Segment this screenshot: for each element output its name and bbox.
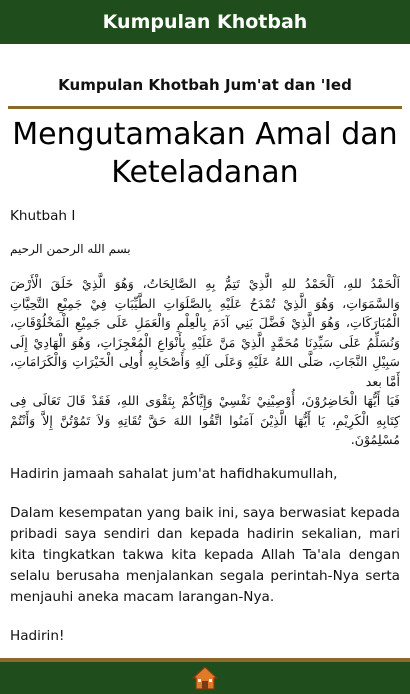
page-subtitle: Kumpulan Khotbah Jum'at dan 'Ied: [58, 76, 352, 94]
section-label: Khutbah I: [10, 208, 76, 224]
paragraph: Dalam kesempatan yang baik ini, saya berwasiat kepada pribadi saya sendiri dan kepada hadirin sekalian, mari kita tingkatkan takwa kita kepada Allah Ta'ala dengan selalu berusaha menjalankan segala perintah-Nya serta menjauhi aneka macam larangan-Nya.: [10, 504, 400, 605]
paragraph: Hadirin!: [10, 627, 65, 644]
article-body[interactable]: [10, 206, 400, 658]
bismillah-text: بسم الله الرحمن الرحيم: [10, 242, 131, 256]
paragraph: Hadirin jamaah sahalat jum'at hafidhakumullah,: [10, 465, 338, 482]
home-button[interactable]: [189, 662, 221, 694]
article-title: Mengutamakan Amal dan Keteladanan: [12, 117, 398, 190]
arabic-text: اَلْحَمْدُ للهِ، اَلْحَمْدُ للهِ الَّذِيْ تَتِمُّ بِهِ الصَّالِحَاتُ، وَهُوَ الَّذِيْ خَلَقَ الْأَرْضَ وَالسَّمَوَاتِ، وَهُوَ الَّذِيْ تُمْدَحُ عَلَيْهِ بِالصَّلَوَاتِ الطَّيِّبَاتِ فِيْ جَمِيْعِ التَّحِيَّاتِ الْمُبَارَكَاتِ، وَهُوَ الَّذِيْ فَضَّلَ بَنِي آدَمَ بِالْعِلْمِ وَالْعَمَلِ عَلَى جَمِيْعِ الْمَخْلُوْقَاتِ، وَنُسَلِّمُ عَلَى سَيِّدِنَا مُحَمَّدٍ الَّذِيْ مَنَّ عَلَيْهِ بِأَنْوَاعِ الْمُعْجِزَاتِ، وَهُوَ الْهَادِيْ إِلَى سَبِيْلِ النَّجَاتِ، صَلَّى اللهُ عَلَيْهِ وَعَلَى آلِهِ وَأَصْحَابِهِ أُولِى الْخَيْرَاتِ وَالْكَرَامَاتِ، أَمَّا بعد فَيَا أَيُّهَا الْحَاضِرُوْنَ، أُوْصِيْنِيْ نَفْسِيْ وَإِيَّاكُمْ بِتَقْوَى اللهِ، فَقَدْ قَالَ تَعَالَى فِى كِتَابِهِ الْكَرِيْمِ، يَا أَيُّهَا الَّذِيْنَ آمَنُوا اتَّقُوا اللهَ حَقَّ تُقَاتِهِ وَلاَ تَمُوْتُنَّ إِلاَّ وَأَنْتُمْ مُسْلِمُوْنَ.: [10, 276, 400, 447]
divider: [8, 106, 402, 109]
home-icon: [192, 665, 218, 691]
bottom-nav-bar: [0, 658, 410, 694]
app-title: Kumpulan Khotbah: [102, 11, 308, 33]
app-title-bar: [0, 0, 410, 44]
